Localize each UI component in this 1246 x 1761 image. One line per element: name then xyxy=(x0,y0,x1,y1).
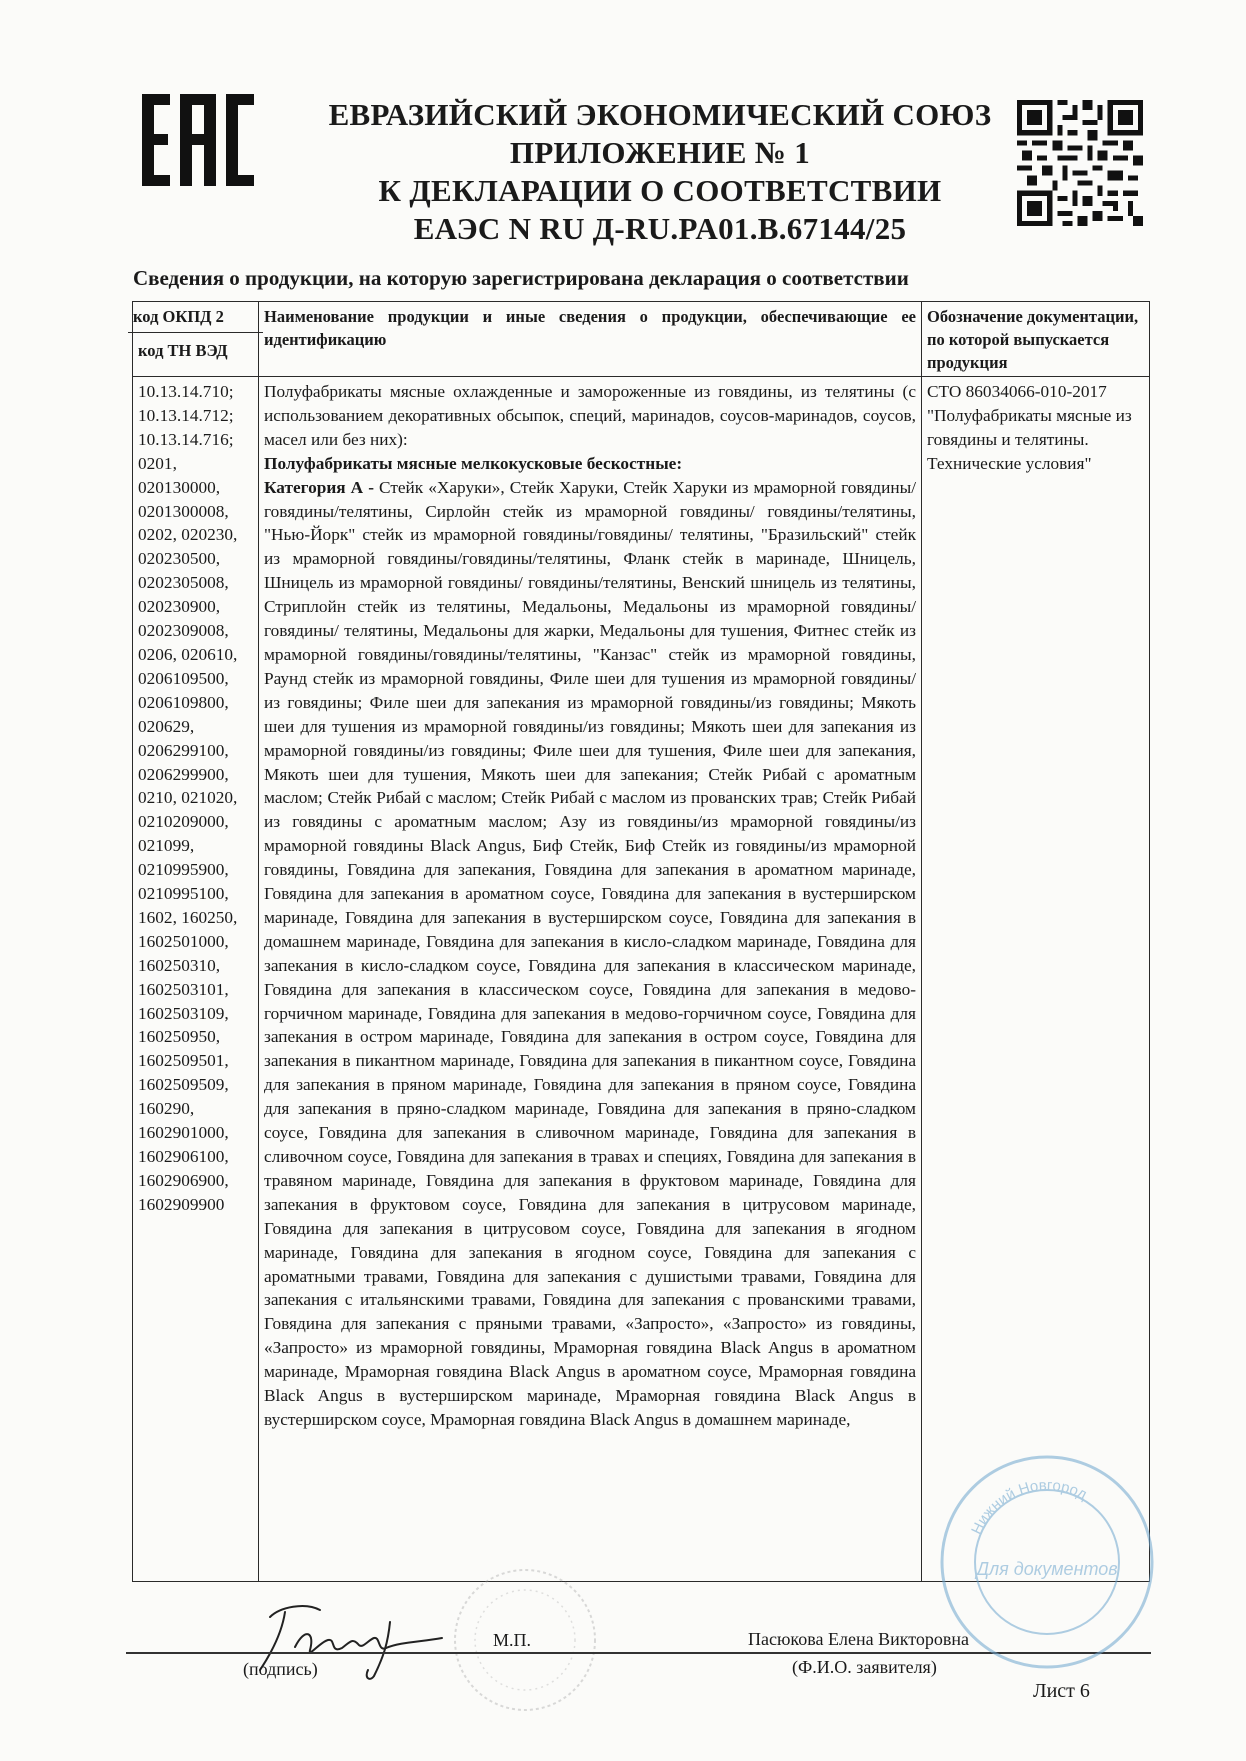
code-item: 1602, 160250, xyxy=(138,907,238,927)
code-item: 0201, xyxy=(138,453,177,473)
code-item: 0202, 020230, xyxy=(138,525,238,545)
code-item: 10.13.14.712; xyxy=(138,405,234,425)
code-item: 0202305008, xyxy=(138,573,229,593)
eac-logo xyxy=(142,94,254,186)
company-stamp xyxy=(935,1450,1160,1675)
applicant-name: Пасюкова Елена Викторовна xyxy=(748,1629,969,1649)
document-header xyxy=(290,96,1030,248)
code-item: 10.13.14.716; xyxy=(138,429,234,449)
codes-list xyxy=(138,380,253,1217)
code-item: 0210209000, xyxy=(138,812,229,832)
code-item: 0210, 021020, xyxy=(138,788,238,808)
table-header-row xyxy=(133,302,1150,377)
code-item: 020629, xyxy=(138,716,195,736)
code-item: 0206109800, xyxy=(138,692,229,712)
code-item: 160290, xyxy=(138,1099,195,1119)
applicant-label: (Ф.И.О. заявителя) xyxy=(792,1657,937,1677)
documentation-cell: СТО 86034066-010-2017 "Полуфабрикаты мясные из говядины и телятины. Технические условия" xyxy=(922,377,1150,1582)
description-heading: Полуфабрикаты мясные мелкокусковые бескостные: xyxy=(264,453,683,473)
svg-text:Нижний Новгород xyxy=(968,1477,1090,1537)
code-item: 1602503101, xyxy=(138,979,229,999)
seal-place-label: М.П. xyxy=(493,1630,532,1650)
code-item: 1602509501, xyxy=(138,1051,229,1071)
code-item: 1602503109, xyxy=(138,1003,229,1023)
code-item: 020230500, xyxy=(138,549,221,569)
product-table xyxy=(132,301,1150,1582)
code-item: 0206109500, xyxy=(138,668,229,688)
code-item: 020230900, xyxy=(138,597,221,617)
signature-label: (подпись) xyxy=(243,1659,318,1679)
code-item: 0202309008, xyxy=(138,621,229,641)
code-item: 0206, 020610, xyxy=(138,644,238,664)
header-codes-cell xyxy=(133,302,259,377)
header-documentation: Обозначение документации, по которой выпускается продукция xyxy=(922,302,1150,377)
header-tnved: код ТН ВЭД xyxy=(138,341,228,360)
qr-code-icon xyxy=(1015,100,1145,226)
header-product-name: Наименование продукции и иные сведения о продукции, обеспечивающие ее идентификацию xyxy=(259,302,922,377)
code-item: 10.13.14.710; xyxy=(138,382,234,401)
code-item: 1602901000, xyxy=(138,1123,229,1143)
code-item: 0206299100, xyxy=(138,740,229,760)
codes-cell xyxy=(133,377,259,1582)
code-item: 1602906100, xyxy=(138,1147,229,1166)
stamp-inner-text: Для документов xyxy=(976,1559,1118,1579)
code-item: 0201300008, xyxy=(138,501,229,521)
code-item: 1602501000, xyxy=(138,931,229,951)
header-annex: ПРИЛОЖЕНИЕ № 1 xyxy=(509,135,811,170)
header-union: ЕВРАЗИЙСКИЙ ЭКОНОМИЧЕСКИЙ СОЮЗ xyxy=(328,97,992,132)
description-intro: Полуфабрикаты мясные охлажденные и замороженные из говядины, из телятины (с использованием декоративных обсыпок, специй, маринадов, соусов-маринадов, соусов, масел или без них): xyxy=(264,382,916,449)
description-body: Стейк «Харуки», Стейк Харуки, Стейк Харуки из мраморной говядины/говядины/телятины, Сирлойн стейк из мраморной говядины/ говядины/телятины, "Нью-Йорк" стейк из мраморной говядины/говядины/ телятины, "Бразильский" стейк из мраморной говядины/говядины/телятины, Фланк стейк в маринаде, Шницель, Шницель из мраморной говядины/ говядины/телятины, Венский шницель из телятины, Стриплойн стейк из телятины, Медальоны, Медальоны из мраморной говядины/говядины/ телятины, Медальоны для жарки, Медальоны для тушения, Фитнес стейк из мраморной говядины/говядины/телятины, "Канзас" стейк из мраморной говядины, Раунд стейк из мраморной говядины, Филе шеи для тушения из мраморной говядины/ из говядины; Филе шеи для запекания из мраморной говядины/из говядины; Мякоть шеи для тушения из мраморной говядины/из говядины; Мякоть шеи для запекания из мраморной говядины/из говядины; Филе шеи для тушения, Филе шеи для запекания, Мякоть шеи для тушения, Мякоть шеи для запекания; Стейк Рибай с ароматным маслом; Стейк Рибай с маслом; Стейк Рибай с маслом из прованских трав; Стейк Рибай из говядины с ароматным маслом; Азу из говядины/из мраморной говядины/из мраморной говядины Black Angus, Биф Стейк, Биф Стейк из говядины/из мраморной говядины, Говядина для запекания, Говядина для запекания в ароматном маринаде, Говядина для запекания в ароматном соусе, Говядина для запекания в вустерширском маринаде, Говядина для запекания в вустерширском соусе, Говядина для запекания в домашнем маринаде, Говядина для запекания в кисло-сладком маринаде, Говядина для запекания в кисло-сладком соусе, Говядина для запекания в классическом маринаде, Говядина для запекания в классическом соусе, Говядина для запекания в медово-горчичном маринаде, Говядина для запекания в медово-горчичном соусе, Говядина для запекания в остром маринаде, Говядина для запекания в остром соусе, Говядина для запекания в пикантном маринаде, Говядина для запекания в пикантном соусе, Говядина для запекания в пряном маринаде, Говядина для запекания в пряном соусе, Говядина для запекания в пряно-сладком маринаде, Говядина для запекания в пряно-сладком соусе, Говядина для запекания в сливочном маринаде, Говядина для запекания в сливочном соусе, Говядина для запекания в травах и специях, Говядина для запекания в травяном маринаде, Говядина для запекания в фруктовом маринаде, Говядина для запекания в фруктовом соусе, Говядина для запекания в цитрусовом маринаде, Говядина для запекания в цитрусовом соусе, Говядина для запекания в ягодном маринаде, Говядина для запекания в ягодном соусе, Говядина для запекания с ароматными травами, Говядина для запекания с душистыми травами, Говядина для запекания с итальянскими травами, Говядина для запекания с прованскими травами, Говядина для запекания с пряными травами, «Запросто», «Запросто» из говядины, «Запросто» из мраморной говядины, Мраморная говядина Black Angus в ароматном маринаде, Мраморная говядина Black Angus в ароматном соусе, Мраморная говядина Black Angus в вустерширском маринаде, Мраморная говядина Black Angus в вустерширском соусе, Мраморная говядина Black Angus в домашнем маринаде, xyxy=(264,477,916,1429)
code-item: 1602909900 xyxy=(138,1194,225,1214)
stamp-city: Нижний Новгород xyxy=(968,1476,1090,1538)
header-declaration-number: ЕАЭС N RU Д-RU.PA01.B.67144/25 xyxy=(413,211,907,246)
code-item: 0210995900, xyxy=(138,860,229,880)
sheet-number: Лист 6 xyxy=(1033,1680,1090,1702)
code-item: 020130000, xyxy=(138,477,221,497)
code-item: 1602509509, xyxy=(138,1075,229,1095)
code-item: 160250950, xyxy=(138,1027,221,1047)
code-item: 160250310, xyxy=(138,955,221,975)
description-category: Категория А - xyxy=(264,477,374,497)
code-item: 0206299900, xyxy=(138,764,229,784)
header-declaration: К ДЕКЛАРАЦИИ О СООТВЕТСТВИИ xyxy=(378,173,942,208)
document-subtitle: Сведения о продукции, на которую зарегистрирована декларация о соответствии xyxy=(133,266,909,290)
code-item: 1602906900, xyxy=(138,1170,229,1190)
product-description-cell xyxy=(259,377,922,1582)
table-row xyxy=(133,377,1150,1582)
header-okpd2: код ОКПД 2 xyxy=(133,307,224,326)
code-item: 021099, xyxy=(138,836,195,856)
code-item: 0210995100, xyxy=(138,884,229,904)
